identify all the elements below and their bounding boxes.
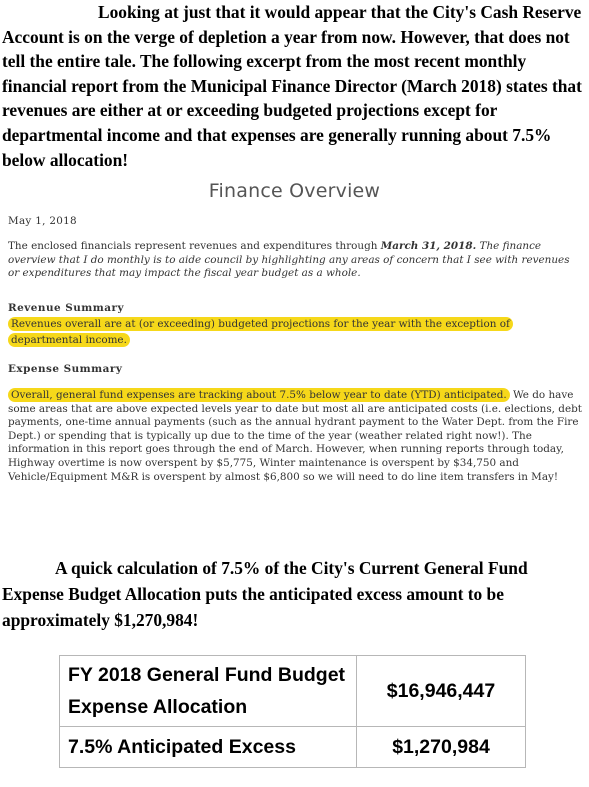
intro-paragraph: Looking at just that it would appear that the City's Cash Reserve Account is on the verge of depletion a year from now. However, that does not tell the entire tale. The following excerpt from the most recent monthly financial report from the Municipal Finance Director (March 2018) states that revenues are either at or exceeding budgeted projections except for departmental income and that expenses are generally running about 7.5% below allocation!	[2, 2, 582, 170]
overview-text-start: The enclosed financials represent revenues and expenditures through	[8, 240, 381, 252]
revenue-highlight: Revenues overall are at (or exceeding) budgeted projections for the year with the exception of departmental income.	[8, 317, 513, 347]
budget-table	[59, 655, 526, 768]
expense-highlight: Overall, general fund expenses are tracking about 7.5% below year to date (YTD) anticipated.	[8, 388, 510, 402]
revenue-summary-heading: Revenue Summary	[8, 302, 125, 314]
finance-overview-title: Finance Overview	[208, 180, 381, 202]
report-date: May 1, 2018	[8, 215, 77, 227]
expense-detail: We do have some areas that are above expected levels year to date but most all are anticipated costs (i.e. elections, debt payments, one-time annual payments (such as the annual hydrant payment to the Water Dept. from the Fire Dept.) or spending that is typically up due to the time of the year (weather related right now!). The information in this report goes through the end of March. However, when running reports through today, Highway overtime is now overspent by $5,775, Winter maintenance is overspent by $34,750 and Vehicle/Equipment M&R is overspent by almost $6,800 so we will need to do line item transfers in May!	[8, 389, 582, 483]
budget-allocation-label: FY 2018 General Fund Budget Expense Allocation	[60, 656, 357, 727]
overview-text-italic: The finance overview that I do monthly is to aide council by highlighting any areas of concern that I see with revenues or expenditures that may impact the fiscal year budget as a whole.	[8, 240, 570, 279]
revenue-summary-text	[8, 316, 582, 348]
overview-paragraph	[8, 240, 582, 281]
expense-summary-text	[8, 389, 582, 484]
budget-allocation-value: $16,946,447	[357, 656, 526, 727]
calculation-paragraph: A quick calculation of 7.5% of the City's Current General Fund Expense Budget Allocation puts the anticipated excess amount to be approximately $1,270,984!	[2, 558, 528, 630]
table-row	[60, 727, 526, 768]
anticipated-excess-value: $1,270,984	[357, 727, 526, 768]
table-row	[60, 656, 526, 727]
expense-summary-heading: Expense Summary	[8, 363, 123, 375]
anticipated-excess-label: 7.5% Anticipated Excess	[60, 727, 357, 768]
overview-date-emphasis: March 31, 2018.	[380, 240, 477, 252]
